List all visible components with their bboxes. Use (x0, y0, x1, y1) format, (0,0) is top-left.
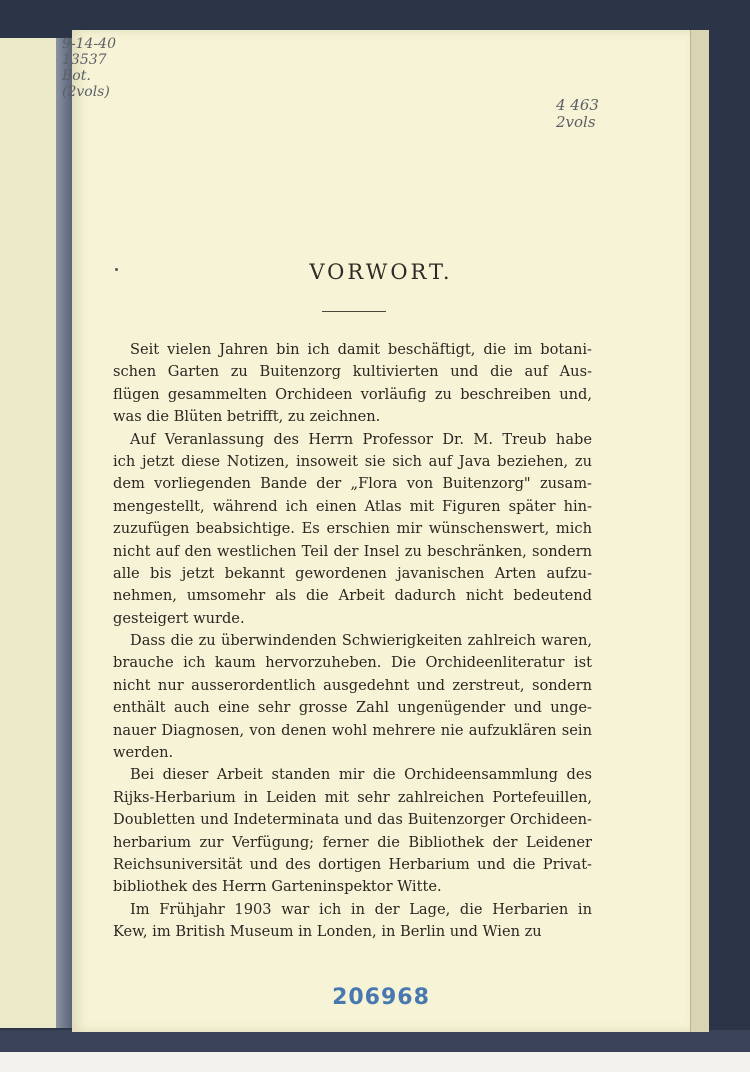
pencil-note-left: 9-14-40 13537 Bot. (2vols) (62, 36, 116, 100)
left-facing-page (0, 38, 57, 1028)
text-line: Rijks-Herbarium in Leiden mit sehr zahlreichen Portefeuillen, (113, 788, 592, 806)
text-line: mengestellt, während ich einen Atlas mit Figuren später hin- (113, 497, 592, 515)
text-line: flügen gesammelten Orchideen vorläufig zu beschreiben und, (113, 385, 592, 403)
text-line: Seit vielen Jahren bin ich damit beschäftigt, die im botani- (130, 341, 592, 358)
paragraph (113, 429, 592, 631)
book-cover-edge (0, 1030, 750, 1052)
preface-body (113, 339, 592, 944)
text-line: Auf Veranlassung des Herrn Professor Dr. M. Treub habe (130, 430, 592, 448)
text-line: nauer Diagnosen, von denen wohl mehrere nie aufzuklären sein (113, 721, 592, 739)
paragraph (113, 630, 592, 764)
text-line: ich jetzt diese Notizen, insoweit sie sich auf Java beziehen, zu (113, 452, 592, 470)
text-line: gesteigert wurde. (113, 609, 245, 627)
library-stamp: 206968 (332, 985, 430, 1010)
title-divider (322, 311, 386, 312)
text-line: herbarium zur Verfügung; ferner die Bibliothek der Leidener (113, 833, 592, 851)
paragraph (113, 899, 592, 944)
text-line: Doubletten und Indeterminata und das Buitenzorger Orchideen- (113, 811, 592, 829)
book-gutter (56, 38, 72, 1028)
paragraph (113, 764, 592, 898)
text-line: werden. (113, 744, 174, 762)
text-line: Kew, im British Museum in Londen, in Berlin und Wien zu (113, 923, 542, 941)
text-line: was die Blüten betrifft, zu zeichnen. (113, 408, 381, 426)
text-line: Reichsuniversität und des dortigen Herbarium und die Privat- (113, 855, 592, 873)
page-title: VORWORT. (309, 260, 453, 284)
paragraph (113, 339, 592, 429)
text-line: dem vorliegenden Bande der „Flora von Buitenzorg" zusam- (113, 475, 592, 493)
text-line: nicht auf den westlichen Teil der Insel zu beschränken, sondern (113, 542, 592, 560)
text-line: bibliothek des Herrn Garteninspektor Witte. (113, 878, 442, 896)
text-line: Bei dieser Arbeit standen mir die Orchideensammlung des (130, 766, 592, 784)
text-line: zuzufügen beabsichtige. Es erschien mir wünschenswert, mich (113, 520, 592, 538)
text-line: alle bis jetzt bekannt gewordenen javanischen Arten aufzu- (113, 564, 592, 582)
text-line: nehmen, umsomehr als die Arbeit dadurch nicht bedeutend (113, 587, 592, 605)
page-fore-edge (690, 30, 709, 1032)
text-line: Dass die zu überwindenden Schwierigkeiten zahlreich waren, (130, 632, 592, 650)
text-line: schen Garten zu Buitenzorg kultivierten und die auf Aus- (113, 363, 592, 381)
text-line: nicht nur ausserordentlich ausgedehnt und zerstreut, sondern (113, 676, 592, 694)
text-line: brauche ich kaum hervorzuheben. Die Orchideenliteratur ist (113, 654, 592, 672)
text-line: Im Frühjahr 1903 war ich in der Lage, die Herbarien in (130, 900, 592, 918)
pencil-note-right: 4 463 2vols (556, 96, 599, 131)
text-line: enthält auch eine sehr grosse Zahl ungenügender und unge- (113, 699, 592, 717)
